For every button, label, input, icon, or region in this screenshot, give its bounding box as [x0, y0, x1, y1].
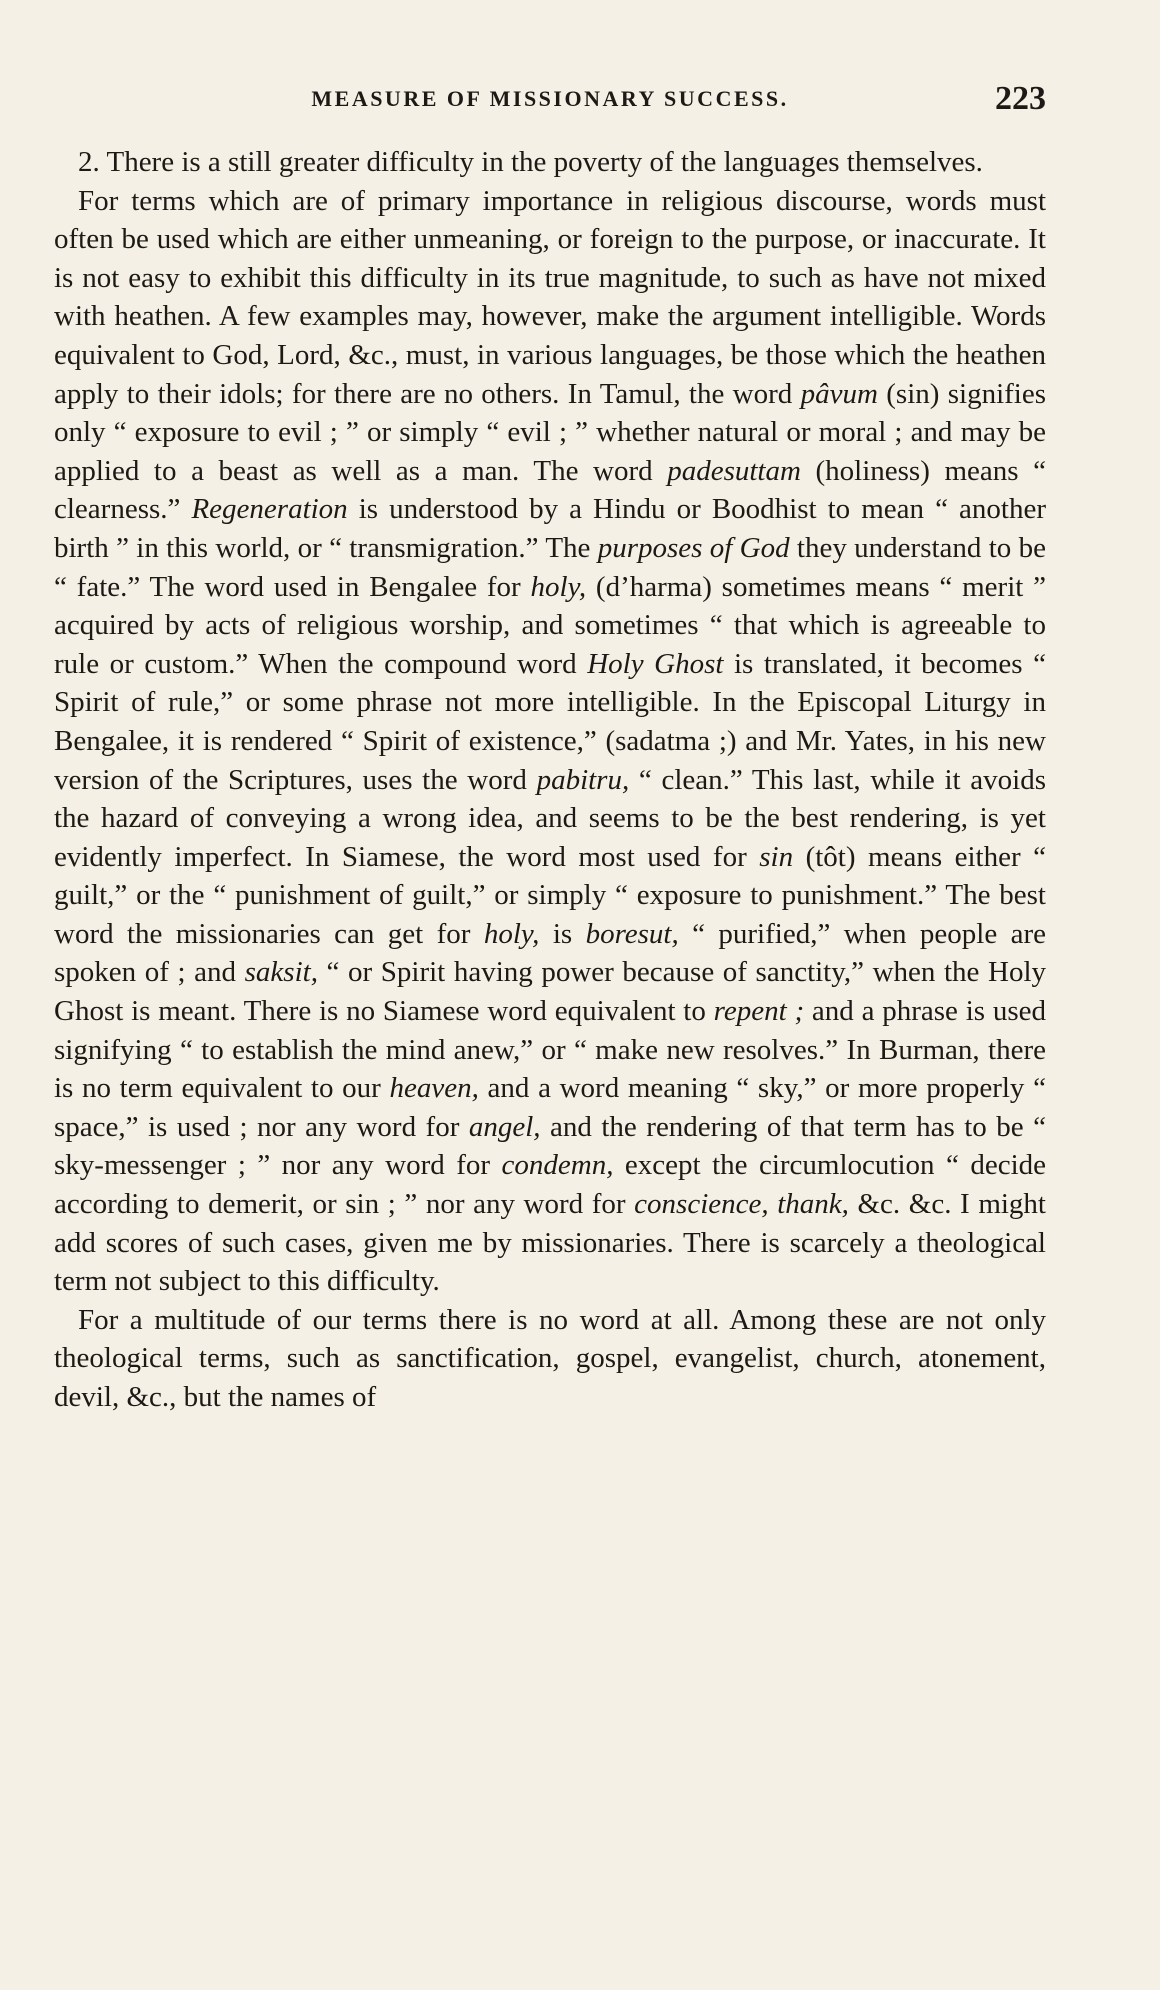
- running-title: MEASURE OF MISSIONARY SUCCESS.: [311, 86, 789, 111]
- italic-term: repent ;: [713, 995, 805, 1028]
- text-run: is translated, it becomes “ Spirit of rule,” or some phrase not more intelligible. In the Episcopal Liturgy in Bengalee, it is rendered “ Spirit of existence,” (sadatma ;) and Mr. Yates, in his new version of the Scriptures, uses the word: [54, 647, 1046, 796]
- text-run: and the rendering of that term has to be “ sky-messenger ; ” nor any word for: [54, 1110, 1046, 1182]
- italic-term: condemn,: [501, 1149, 614, 1182]
- paragraph: [54, 1301, 1046, 1417]
- text-run: For a multitude of our terms there is no word at all. Among these are not only theological terms, such as sanctification, gospel, evangelist, church, atonement, devil, &c., but the names of: [54, 1303, 1046, 1413]
- text-run: (holiness) means “ clearness.”: [54, 454, 1046, 526]
- body-text: [54, 143, 1046, 1417]
- text-run: (tôt) means either “ guilt,” or the “ punishment of guilt,” or simply “ exposure to punishment.” The best word the missionaries can get for: [54, 840, 1047, 950]
- text-run: is: [539, 917, 586, 950]
- text-run: 2. There is a still greater difficulty in the poverty of the languages themselves.: [78, 146, 983, 178]
- italic-term: holy,: [483, 917, 540, 950]
- text-run: (sin) signifies only “ exposure to evil ; ” or simply “ evil ; ” whether natural or moral ; and may be applied to a beast as well as a man. The word: [54, 377, 1047, 487]
- italic-term: Holy Ghost: [587, 647, 724, 680]
- italic-term: Regeneration: [191, 493, 348, 526]
- text-run: For terms which are of primary importance in religious discourse, words must often be used which are either unmeaning, or foreign to the purpose, or inaccurate. It is not easy to exhibit this difficulty in its true magnitude, to such as have not mixed with heathen. A few examples may, however, make the argument intelligible. Words equivalent to God, Lord, &c., must, in various languages, be those which the heathen apply to their idols; for there are no others. In Tamul, the word: [54, 184, 1046, 410]
- italic-term: angel,: [468, 1110, 541, 1143]
- text-run: and a phrase is used signifying “ to establish the mind anew,” or “ make new resolves.” In Burman, there is no term equivalent to our: [54, 995, 1046, 1105]
- italic-term: sin: [759, 840, 794, 873]
- italic-term: padesuttam: [667, 454, 801, 487]
- text-run: and a word meaning “ sky,” or more properly “ space,” is used ; nor any word for: [54, 1072, 1046, 1143]
- text-run: except the circumlocution “ decide according to demerit, or sin ; ” nor any word for: [54, 1149, 1047, 1221]
- text-run: (d’harma) sometimes means “ merit ” acquired by acts of religious worship, and sometimes “ that which is agreeable to rule or custom.” When the compound word: [54, 570, 1046, 680]
- italic-term: conscience, thank,: [634, 1188, 849, 1221]
- italic-term: pâvum: [800, 377, 878, 410]
- text-run: “ or Spirit having power because of sanctity,” when the Holy Ghost is meant. There is no Siamese word equivalent to: [54, 956, 1047, 1028]
- italic-term: holy,: [530, 570, 587, 603]
- italic-term: heaven,: [389, 1072, 479, 1105]
- text-run: “ clean.” This last, while it avoids the hazard of conveying a wrong idea, and seems to be the best rendering, is yet evidently imperfect. In Siamese, the word most used for: [54, 763, 1046, 873]
- text-run: &c. &c. I might add scores of such cases, given me by missionaries. There is scarcely a theological term not subject to this difficulty.: [54, 1188, 1046, 1298]
- italic-term: boresut,: [585, 917, 679, 950]
- paragraph: [54, 143, 1046, 182]
- italic-term: purposes of God: [597, 531, 790, 564]
- page-number: 223: [995, 80, 1046, 117]
- italic-term: pabitru,: [536, 763, 630, 796]
- text-run: is understood by a Hindu or Boodhist to mean “ another birth ” in this world, or “ transmigration.” The: [54, 493, 1046, 564]
- paragraph: [54, 182, 1046, 1301]
- italic-term: saksit,: [244, 956, 318, 989]
- text-run: they understand to be “ fate.” The word used in Bengalee for: [54, 531, 1046, 603]
- running-head: [54, 80, 1046, 124]
- text-run: “ purified,” when people are spoken of ; and: [54, 917, 1046, 989]
